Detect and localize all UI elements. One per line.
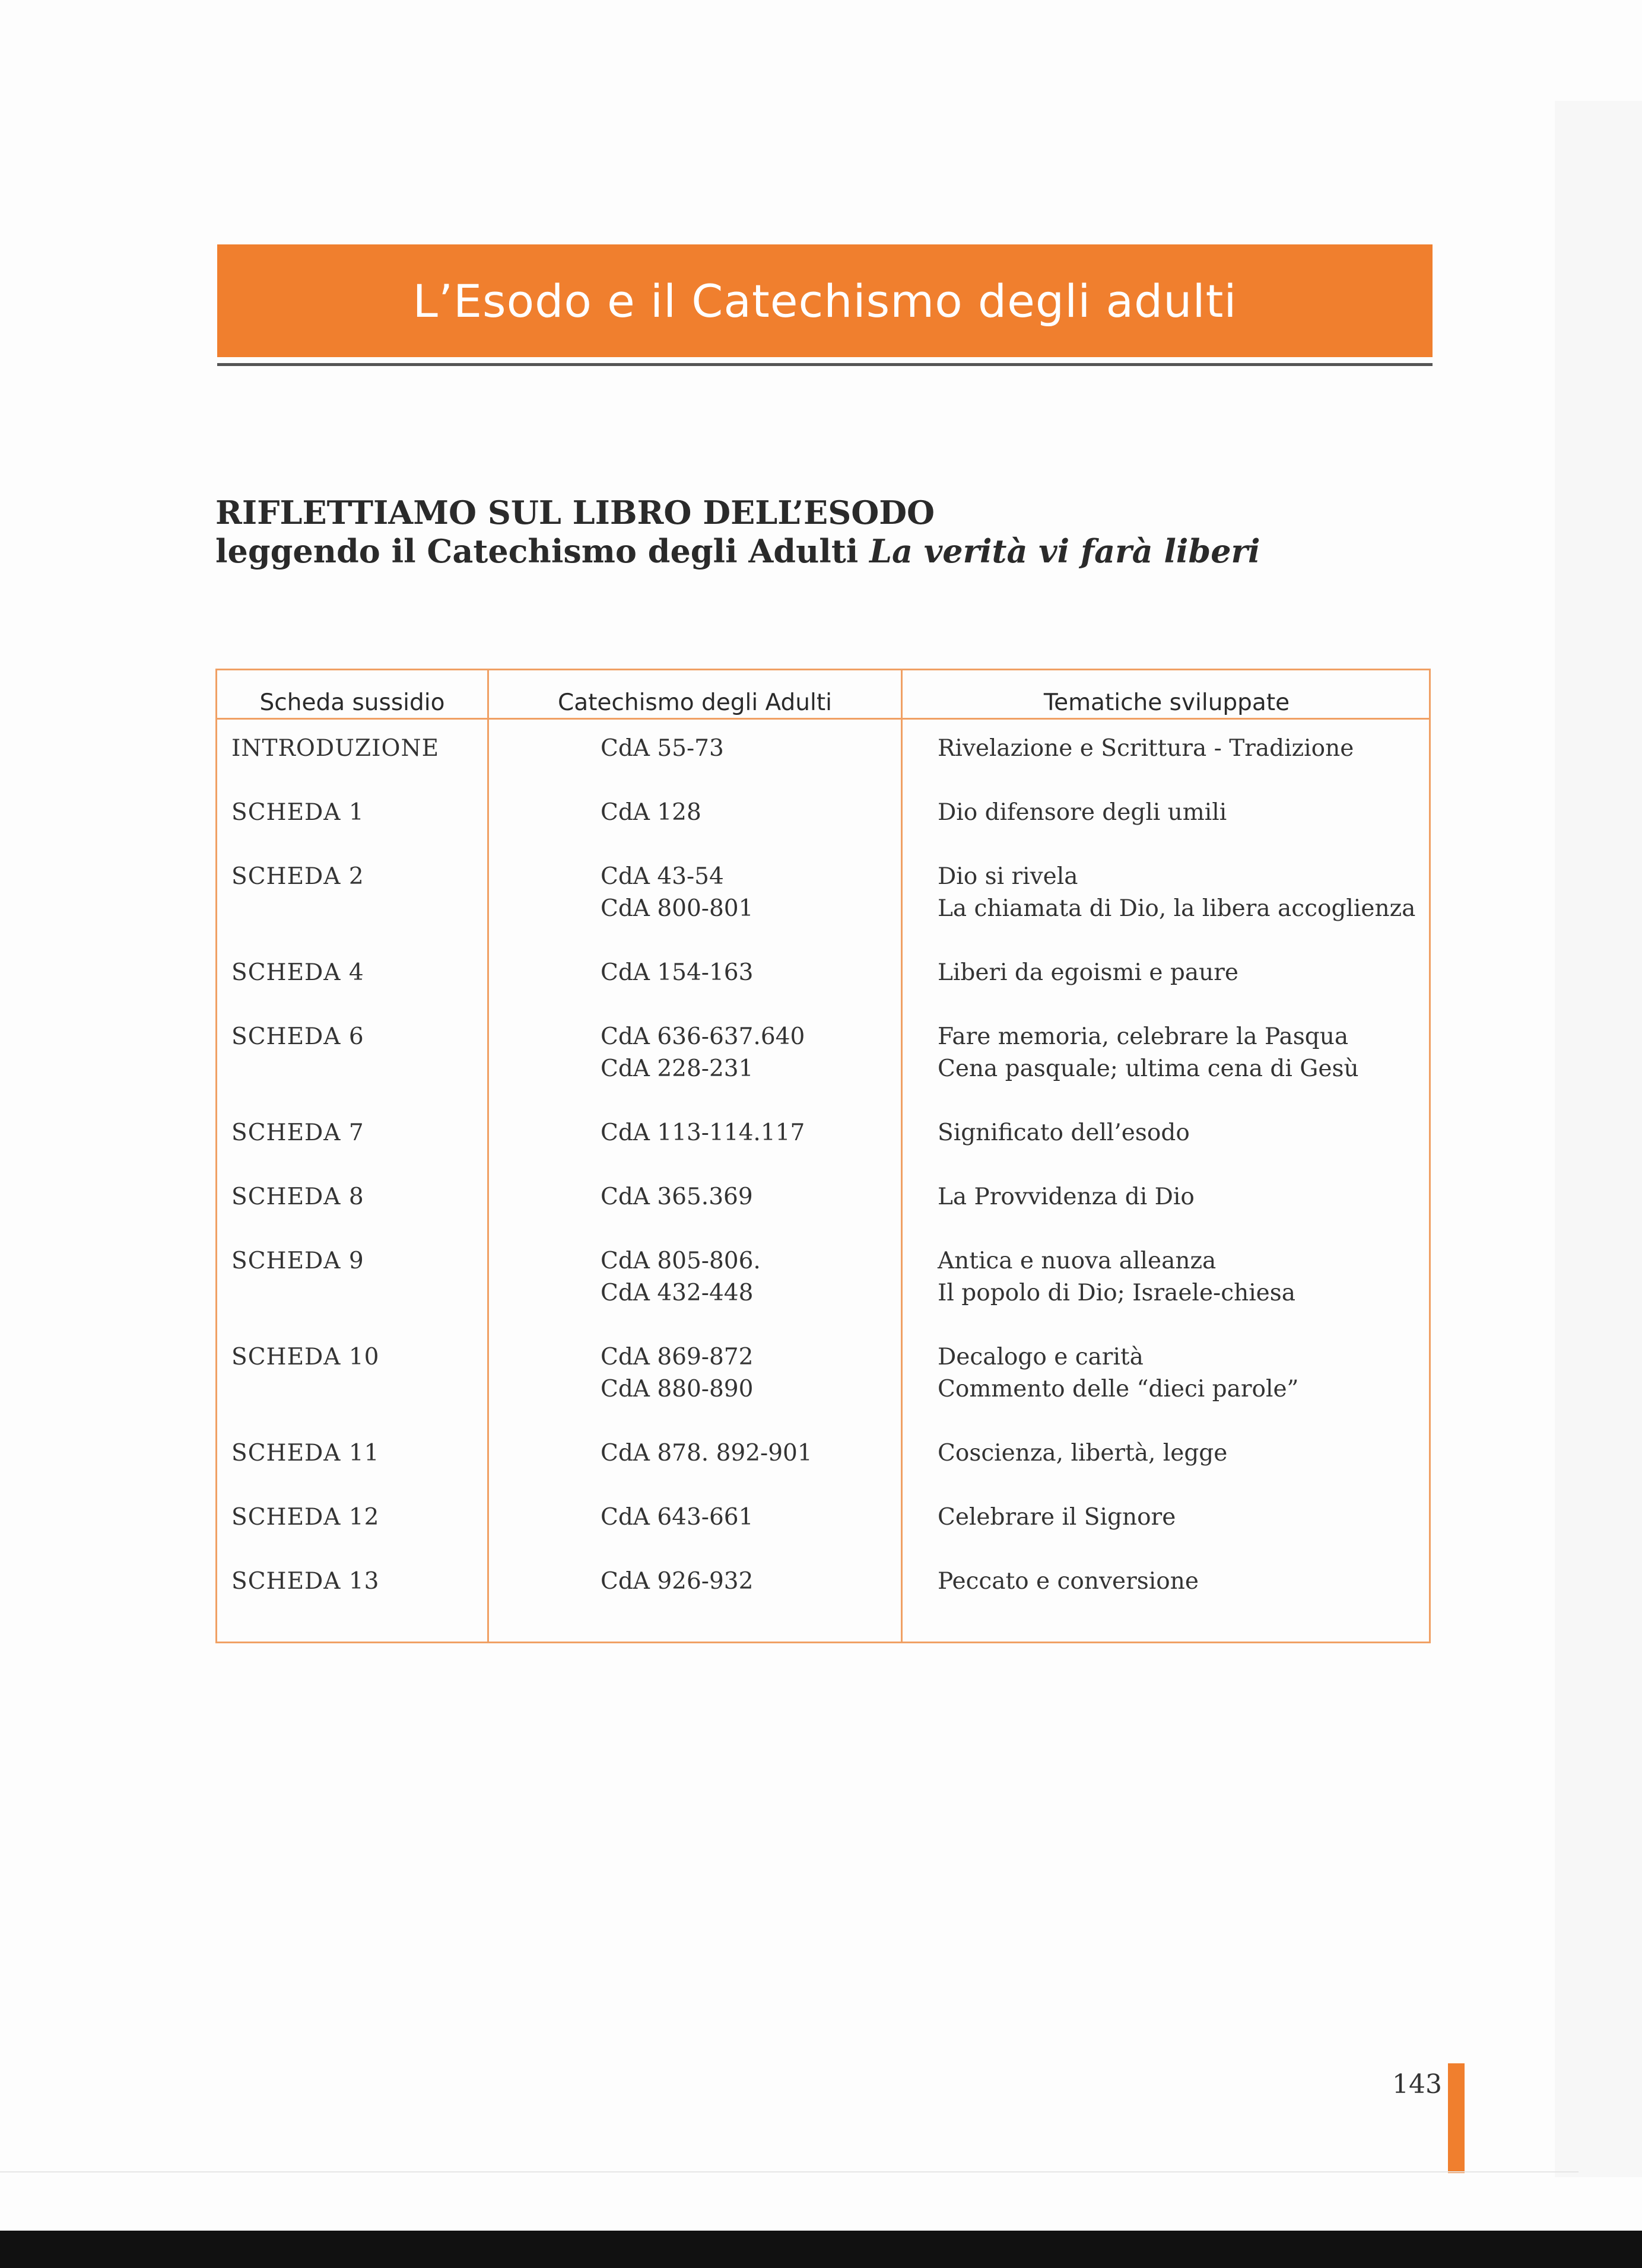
cda-cell: CdA 228-231 [601,1055,754,1082]
cda-cell: CdA 643-661 [601,1504,754,1531]
tema-cell: La Provvidenza di Dio [938,1184,1195,1210]
page-bottom-edge [0,2171,1579,2172]
cda-cell: CdA 154-163 [601,959,754,986]
scheda-cell: SCHEDA 8 [231,1184,364,1210]
subheading-line-2-prefix: leggendo il Catechismo degli Adulti [215,532,870,570]
page-edge-shadow [1555,101,1642,2177]
header-scheda: Scheda sussidio [259,689,445,716]
scan-bottom-border [0,2231,1642,2268]
tema-cell: La chiamata di Dio, la libera accoglienza [938,895,1416,922]
cda-cell: CdA 113-114.117 [601,1119,805,1146]
scheda-cell: SCHEDA 9 [231,1248,364,1274]
tema-cell: Cena pasquale; ultima cena di Gesù [938,1055,1359,1082]
tema-cell: Coscienza, libertà, legge [938,1440,1228,1467]
tema-cell: Dio difensore degli umili [938,799,1227,826]
cda-cell: CdA 880-890 [601,1376,754,1402]
cda-cell: CdA 43-54 [601,863,724,890]
tema-cell: Decalogo e carità [938,1344,1144,1370]
subheading-line-1: RIFLETTIAMO SUL LIBRO DELL’ESODO [215,494,935,532]
cda-cell: CdA 636-637.640 [601,1023,805,1050]
header-catechismo: Catechismo degli Adulti [558,689,832,716]
subheading-line-2 [215,532,1402,571]
tema-cell: Rivelazione e Scrittura - Tradizione [938,735,1354,762]
cda-cell: CdA 365.369 [601,1184,753,1210]
tema-cell: Fare memoria, celebrare la Pasqua [938,1023,1349,1050]
scheda-cell: SCHEDA 2 [231,863,364,890]
tema-cell: Peccato e conversione [938,1568,1199,1595]
book-title: La verità vi farà liberi [869,532,1260,570]
chapter-title-bar [217,244,1433,357]
scheda-cell: SCHEDA 4 [231,959,364,986]
cda-cell: CdA 869-872 [601,1344,754,1370]
title-divider [217,363,1433,366]
scheda-cell: SCHEDA 6 [231,1023,364,1050]
tema-cell: Antica e nuova alleanza [938,1248,1217,1274]
column-divider-2 [901,670,903,1642]
column-divider-1 [487,670,489,1642]
cda-cell: CdA 878. 892-901 [601,1440,812,1467]
scheda-cell: SCHEDA 13 [231,1568,380,1595]
cda-cell: CdA 800-801 [601,895,754,922]
chapter-title: L’Esodo e il Catechismo degli adulti [412,274,1237,327]
correspondence-table [215,669,1431,1643]
tema-cell: Il popolo di Dio; Israele-chiesa [938,1280,1296,1306]
section-subheading [215,494,1402,571]
tema-cell: Commento delle “dieci parole” [938,1376,1299,1402]
scheda-cell: SCHEDA 1 [231,799,364,826]
cda-cell: CdA 926-932 [601,1568,754,1595]
header-tematiche: Tematiche sviluppate [1043,689,1290,716]
page-marker-bar [1448,2063,1465,2173]
tema-cell: Dio si rivela [938,863,1078,890]
scheda-cell: SCHEDA 11 [231,1440,380,1467]
cda-cell: CdA 128 [601,799,701,826]
scheda-cell: SCHEDA 12 [231,1504,380,1531]
tema-cell: Liberi da egoismi e paure [938,959,1238,986]
scheda-cell: INTRODUZIONE [231,735,440,762]
scheda-cell: SCHEDA 10 [231,1344,380,1370]
cda-cell: CdA 805-806. [601,1248,761,1274]
page-number: 143 [1392,2069,1442,2100]
scheda-cell: SCHEDA 7 [231,1119,364,1146]
tema-cell: Celebrare il Signore [938,1504,1176,1531]
cda-cell: CdA 432-448 [601,1280,754,1306]
tema-cell: Significato dell’esodo [938,1119,1190,1146]
cda-cell: CdA 55-73 [601,735,724,762]
